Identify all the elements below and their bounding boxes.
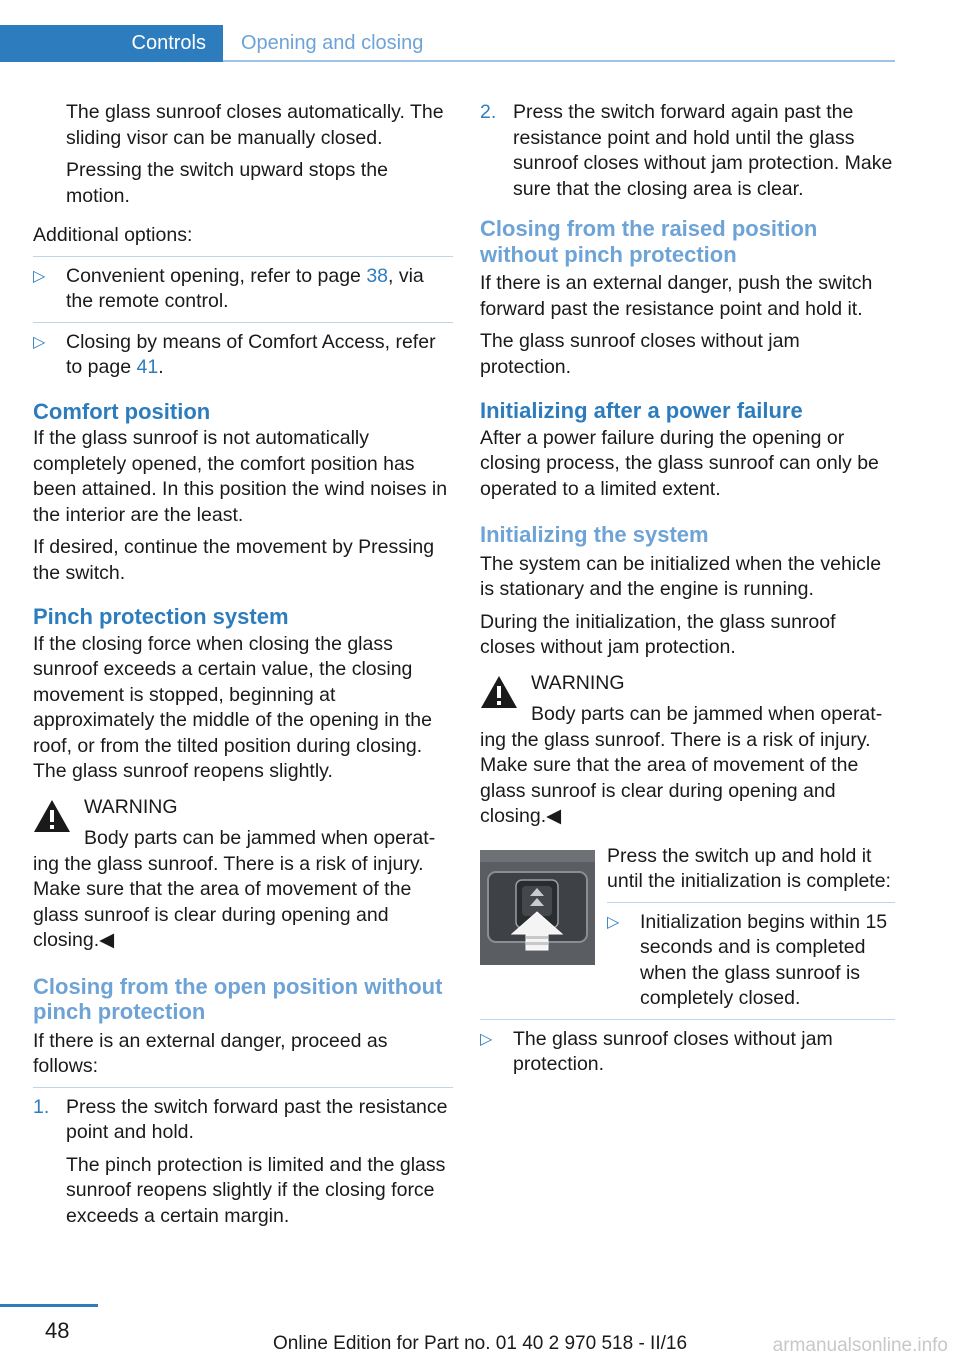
header-rule <box>223 60 895 62</box>
list-divider <box>33 322 453 323</box>
comfort-paragraph-1: If the glass sunroof is not automatically completely opened, the comfort position has been attained. In this position the wind noises in the interior are the least. <box>33 427 448 526</box>
intro-paragraph-2: Pressing the switch upward stops the motion. <box>66 159 388 207</box>
figure-bullet-text: Initialization begins within 15 seconds and is completed when the glass sunroof is completely closed. <box>640 910 888 1009</box>
raised-paragraph-2: The glass sunroof closes without jam protection. <box>480 330 800 378</box>
intro-paragraph-1: The glass sunroof closes automatically. The sliding visor can be manually closed. <box>66 101 444 149</box>
step-number: 1. <box>33 1095 50 1118</box>
option-1-text-end: , via the remote control. <box>66 264 424 312</box>
numbered-step <box>33 1095 453 1230</box>
raised-paragraph-1: If there is an external danger, push the switch forward past the resistance point and hold it. <box>480 272 873 320</box>
warning-text-first-line: Body parts can be jammed when operat- <box>84 827 436 849</box>
bullet-triangle-icon: ▷ <box>480 1030 493 1048</box>
right-column <box>480 100 895 1085</box>
header-subsection-label: Opening and closing <box>241 32 424 54</box>
list-divider <box>33 1087 453 1088</box>
open-position-paragraph: If there is an external danger, proceed as follows: <box>33 1029 388 1077</box>
warning-title: WARNING <box>84 795 178 818</box>
numbered-step <box>480 100 895 202</box>
warning-triangle-icon <box>33 799 71 833</box>
final-bullet-text: The glass sunroof closes without jam protection. <box>513 1027 833 1075</box>
step-1-note: The pinch protection is limited and the glass sunroof reopens slightly if the closing force exceeds a certain margin. <box>66 1153 446 1227</box>
figure-block <box>480 844 895 1012</box>
footer-rule <box>0 1304 98 1307</box>
option-2-text: Closing by means of Comfort Access, refer to page <box>66 330 436 378</box>
warning-block <box>480 671 895 830</box>
warning-title: WARNING <box>531 671 625 694</box>
warning-block <box>33 795 453 954</box>
warning-text-first-line: Body parts can be jammed when operat- <box>531 703 883 725</box>
watermark: armanualsonline.info <box>772 1335 948 1356</box>
list-divider <box>480 1019 895 1020</box>
option-2-text-end: . <box>158 356 164 378</box>
comfort-position-heading: Comfort position <box>33 398 211 424</box>
sunroof-switch-image <box>480 850 595 965</box>
warning-text: ing the glass sunroof. There is a risk of injury. Make sure that the area of movement of the glass sunroof is clear during opening and closing.◀ <box>480 728 871 827</box>
step-number: 2. <box>480 101 497 123</box>
left-column <box>33 100 453 1236</box>
list-divider <box>607 902 895 903</box>
edition-text: Online Edition for Part no. 01 40 2 970 518 - II/16 <box>272 1333 688 1354</box>
init-power-failure-heading: Initializing after a power failure <box>480 398 803 423</box>
step-1-text: Press the switch forward past the resistance point and hold. <box>66 1095 448 1143</box>
step-2-text: Press the switch forward again past the resistance point and hold until the glass sunroof closes without jam protection. Make sure that the closing area is clear. <box>513 101 893 200</box>
bullet-triangle-icon: ▷ <box>607 913 620 931</box>
init-system-heading: Initializing the system <box>480 522 709 547</box>
raised-position-heading: Closing from the raised position without pinch protection <box>480 216 818 267</box>
bullet-triangle-icon: ▷ <box>33 267 46 285</box>
option-1-text: Convenient opening, refer to page <box>66 264 367 287</box>
list-item <box>480 1027 895 1078</box>
open-position-heading: Closing from the open position without pinch protection <box>33 973 443 1024</box>
additional-options-label: Additional options: <box>33 224 193 246</box>
init-system-paragraph-2: During the initialization, the glass sunroof closes without jam protection. <box>480 610 836 658</box>
init-power-paragraph: After a power failure during the opening or closing process, the glass sunroof can only be operated to a limited extent. <box>480 426 879 500</box>
list-item <box>33 264 453 315</box>
list-divider <box>33 256 453 257</box>
page-link-38[interactable]: 38 <box>366 264 389 287</box>
pinch-paragraph: If the closing force when closing the glass sunroof exceeds a certain value, the closing movement is stopped, beginning at approximately the middle of the opening in the roof, or from the tilted position during closing. The glass sunroof reopens slightly. <box>33 632 432 782</box>
header-subsection-tab <box>241 25 423 62</box>
bullet-triangle-icon: ▷ <box>33 333 46 351</box>
comfort-paragraph-2: If desired, continue the movement by Pressing the switch. <box>33 536 435 584</box>
header-section-tab <box>0 25 223 62</box>
list-item <box>33 330 453 381</box>
figure-caption: Press the switch up and hold it until the initialization is complete: <box>607 844 891 892</box>
list-item <box>607 910 895 1012</box>
pinch-protection-heading: Pinch protection system <box>33 604 289 629</box>
warning-triangle-icon <box>480 675 518 709</box>
header-section-label: Controls <box>131 32 206 54</box>
page-number: 48 <box>45 1318 70 1343</box>
init-system-paragraph-1: The system can be initialized when the vehicle is stationary and the engine is running. <box>480 552 882 600</box>
page-link-41[interactable]: 41 <box>136 356 159 378</box>
warning-text: ing the glass sunroof. There is a risk of injury. Make sure that the area of movement of the glass sunroof is clear during opening and closing.◀ <box>33 852 424 951</box>
